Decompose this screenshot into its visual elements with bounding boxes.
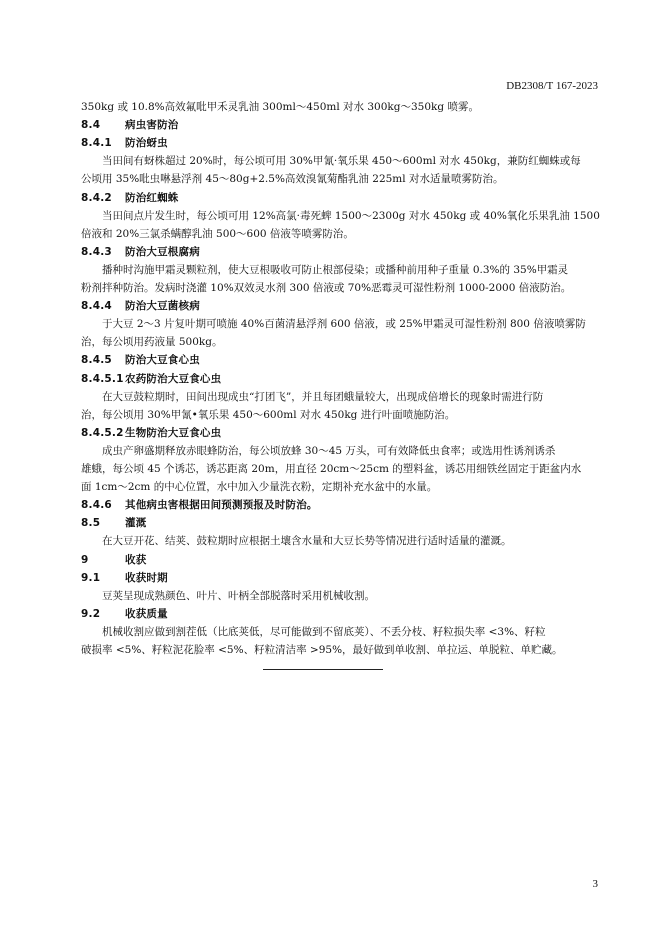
section-title: 病虫害防治 xyxy=(125,119,179,132)
section-heading xyxy=(81,571,597,585)
paragraph-line: 倍液和 20%三氯杀螨醇乳油 500～600 倍液等喷雾防治。 xyxy=(81,227,354,240)
section-number: 8.4.6 xyxy=(81,499,112,512)
section-number: 8.4.5.1 xyxy=(81,372,124,385)
section-heading xyxy=(81,607,597,621)
section-heading xyxy=(81,136,597,150)
section-title: 农药防治大豆食心虫 xyxy=(125,372,222,385)
paragraph-line: 成虫产卵盛期释放赤眼蜂防治，每公顷放蜂 30～45 万头，可有效降低虫食率；或选用性诱剂诱杀 xyxy=(102,444,556,457)
paragraph-line: 治，每公顷用药液量 500kg。 xyxy=(81,336,223,349)
paragraph-line: 在大豆开花、结荚、鼓粒期时应根据土壤含水量和大豆长势等情况进行适时适量的灌溉。 xyxy=(102,535,512,548)
section-title: 收获时期 xyxy=(125,571,168,584)
section-title: 其他病虫害根据田间预测预报及时防治。 xyxy=(125,499,318,512)
section-heading xyxy=(81,426,597,440)
section-title: 防治红蜘蛛 xyxy=(125,191,179,204)
document-code: DB2308/T 167-2023 xyxy=(506,80,598,92)
page-number: 3 xyxy=(592,878,598,890)
section-title: 防治大豆食心虫 xyxy=(125,354,200,367)
section-title: 生物防治大豆食心虫 xyxy=(125,426,222,439)
paragraph-line: 在大豆鼓粒期时，田间出现成虫“打团飞”，并且每团蛾量较大，出现成倍增长的现象时需进行防 xyxy=(102,390,544,403)
section-number: 9.2 xyxy=(81,607,101,620)
paragraph-line: 350kg 或 10.8%高效氟吡甲禾灵乳油 300ml～450ml 对水 300kg～350kg 喷雾。 xyxy=(81,101,479,113)
section-heading xyxy=(81,299,597,313)
section-number: 8.4.5 xyxy=(81,354,112,367)
section-title: 防治大豆根腐病 xyxy=(125,245,200,258)
section-number: 8.4.2 xyxy=(81,191,112,204)
paragraph-line: 粉剂拌种防治。发病时浇灌 10%双效灵水剂 300 倍液或 70%恶霉灵可湿性粉剂 1000-2000 倍液防治。 xyxy=(81,282,572,294)
section-number: 8.4.4 xyxy=(81,300,112,313)
section-heading xyxy=(81,498,597,512)
section-number: 8.4 xyxy=(81,119,101,132)
section-title: 灌溉 xyxy=(125,517,147,530)
end-rule xyxy=(263,669,383,670)
section-title: 防治大豆菌核病 xyxy=(125,300,200,313)
paragraph-line: 当田间点片发生时，每公顷可用 12%高氯·毒死蜱 1500～2300g 对水 450kg 或 40%氧化乐果乳油 1500 xyxy=(102,209,600,222)
paragraph-line: 面 1cm～2cm 的中心位置，水中加入少量洗衣粉，定期补充水盆中的水量。 xyxy=(81,481,438,494)
paragraph-line: 机械收割应做到割茬低（比底荚低，尽可能做到不留底荚）、不丢分枝、籽粒损失率 <3%、籽粒 xyxy=(102,625,546,638)
section-number: 8.4.3 xyxy=(81,245,112,258)
paragraph-line: 公顷用 35%吡虫啉悬浮剂 45～80g+2.5%高效溴氰菊酯乳油 225ml 对水适量喷雾防治。 xyxy=(81,173,504,186)
section-heading xyxy=(81,372,597,386)
section-number: 8.4.5.2 xyxy=(81,426,124,439)
section-number: 8.5 xyxy=(81,517,101,530)
section-title: 收获质量 xyxy=(125,607,168,620)
paragraph-line: 破损率 <5%、籽粒泥花脸率 <5%、籽粒清洁率 >95%，最好做到单收割、单拉运、单脱粒、单贮藏。 xyxy=(81,644,563,656)
paragraph-line: 当田间有蚜株超过 20%时，每公顷可用 30%甲氰·氧乐果 450～600ml 对水 450kg，兼防红蜘蛛或每 xyxy=(102,155,581,168)
section-title: 防治蚜虫 xyxy=(125,137,168,150)
section-number: 9 xyxy=(81,553,89,566)
section-heading xyxy=(81,118,597,132)
paragraph-line: 豆荚呈现成熟颜色、叶片、叶柄全部脱落时采用机械收割。 xyxy=(102,589,375,602)
section-heading xyxy=(81,553,597,567)
section-heading xyxy=(81,353,597,367)
section-heading xyxy=(81,245,597,259)
section-heading xyxy=(81,191,597,205)
paragraph-line: 治，每公顷用 30%甲氰•氧乐果 450～600ml 对水 450kg 进行叶面喷施防治。 xyxy=(81,408,456,421)
paragraph-line: 播种时沟施甲霜灵颗粒剂，使大豆根吸收可防止根部侵染；或播种前用种子重量 0.3%的 35%甲霜灵 xyxy=(102,263,569,276)
paragraph-line: 于大豆 2～3 片复叶期可喷施 40%百菌清悬浮剂 600 倍液，或 25%甲霜灵可湿性粉剂 800 倍液喷雾防 xyxy=(102,318,586,331)
section-title: 收获 xyxy=(125,553,147,566)
section-heading xyxy=(81,516,597,530)
section-number: 9.1 xyxy=(81,571,101,584)
paragraph-line: 雄蛾，每公顷 45 个诱芯，诱芯距离 20m，用直径 20cm～25cm 的塑料盆，诱芯用细铁丝固定于距盆内水 xyxy=(81,463,582,475)
section-number: 8.4.1 xyxy=(81,137,112,150)
